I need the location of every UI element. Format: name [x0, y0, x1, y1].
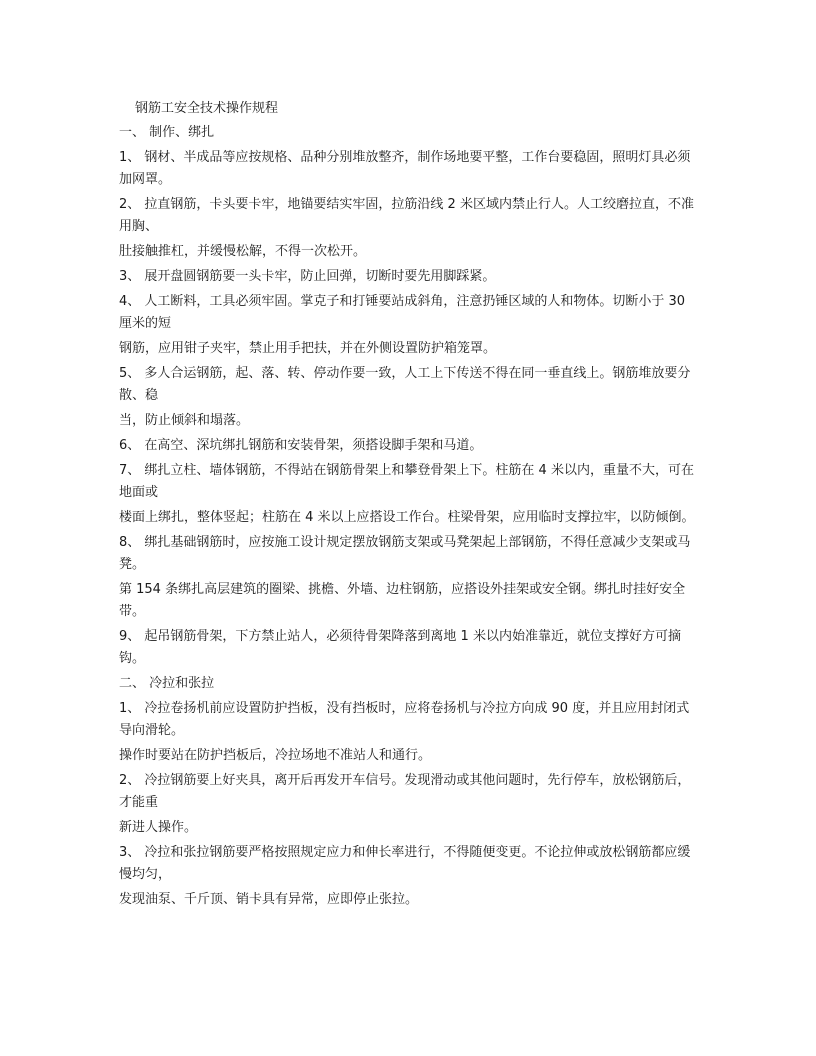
- paragraph-line: 操作时要站在防护挡板后，冷拉场地不准站人和通行。: [119, 748, 432, 763]
- document-page: [119, 98, 699, 914]
- paragraph-line: 8、 绑扎基础钢筋时，应按施工设计规定摆放钢筋支架或马凳架起上部钢筋，不得任意减少支架或马凳。: [119, 535, 691, 572]
- document-title: 钢筋工安全技术操作规程: [135, 101, 279, 116]
- paragraph-line: 发现油泵、千斤顶、销卡具有异常，应即停止张拉。: [119, 892, 419, 907]
- section-heading: 一、 制作、绑扎: [119, 125, 215, 140]
- paragraph-line: 3、 冷拉和张拉钢筋要严格按照规定应力和伸长率进行，不得随便变更。不论拉伸或放松钢筋都应缓慢均匀，: [119, 845, 691, 882]
- paragraph-line: 9、 起吊钢筋骨架，下方禁止站人，必须待骨架降落到离地 1 米以内始准靠近，就位支撑好方可摘钩。: [119, 629, 681, 666]
- paragraph-line: 1、 冷拉卷扬机前应设置防护挡板，没有挡板时，应将卷扬机与冷拉方向成 90 度，并且应用封闭式导向滑轮。: [119, 701, 690, 738]
- paragraph-line: 3、 展开盘圆钢筋要一头卡牢，防止回弹，切断时要先用脚踩紧。: [119, 269, 496, 284]
- paragraph-line: 新进人操作。: [119, 820, 198, 835]
- paragraph-line: 肚接触推杠，并缓慢松解，不得一次松开。: [119, 244, 367, 259]
- section-cold-drawing: [119, 673, 699, 911]
- paragraph-line: 2、 拉直钢筋，卡头要卡牢，地锚要结实牢固，拉筋沿线 2 米区域内禁止行人。人工绞磨拉直，不准用胸、: [119, 197, 694, 234]
- paragraph-line: 1、 钢材、半成品等应按规格、品种分别堆放整齐，制作场地要平整，工作台要稳固，照明灯具必须加网罩。: [119, 150, 691, 187]
- paragraph-line: 楼面上绑扎，整体竖起；柱筋在 4 米以上应搭设工作台。柱梁骨架，应用临时支撑拉牢，以防倾倒。: [119, 510, 695, 525]
- paragraph-line: 6、 在高空、深坑绑扎钢筋和安装骨架，须搭设脚手架和马道。: [119, 438, 483, 453]
- paragraph-line: 第 154 条绑扎高层建筑的圈梁、挑檐、外墙、边柱钢筋，应搭设外挂架或安全钢。绑扎时挂好安全带。: [119, 582, 686, 619]
- section-heading: 二、 冷拉和张拉: [119, 676, 215, 691]
- paragraph-line: 钢筋，应用钳子夹牢，禁止用手把扶，并在外侧设置防护箱笼罩。: [119, 341, 497, 356]
- paragraph-line: 5、 多人合运钢筋，起、落、转、停动作要一致，人工上下传送不得在同一垂直线上。钢筋堆放要分散、稳: [119, 366, 691, 403]
- paragraph-line: 当，防止倾斜和塌落。: [119, 413, 250, 428]
- paragraph-line: 7、 绑扎立柱、墙体钢筋，不得站在钢筋骨架上和攀登骨架上下。柱筋在 4 米以内，重量不大，可在地面或: [119, 463, 694, 500]
- section-fabrication: [119, 122, 699, 670]
- paragraph-line: 2、 冷拉钢筋要上好夹具，离开后再发开车信号。发现滑动或其他问题时，先行停车，放松钢筋后，才能重: [119, 773, 691, 810]
- paragraph-line: 4、 人工断料，工具必须牢固。掌克子和打锤要站成斜角，注意扔锤区域的人和物体。切断小于 30 厘米的短: [119, 294, 686, 331]
